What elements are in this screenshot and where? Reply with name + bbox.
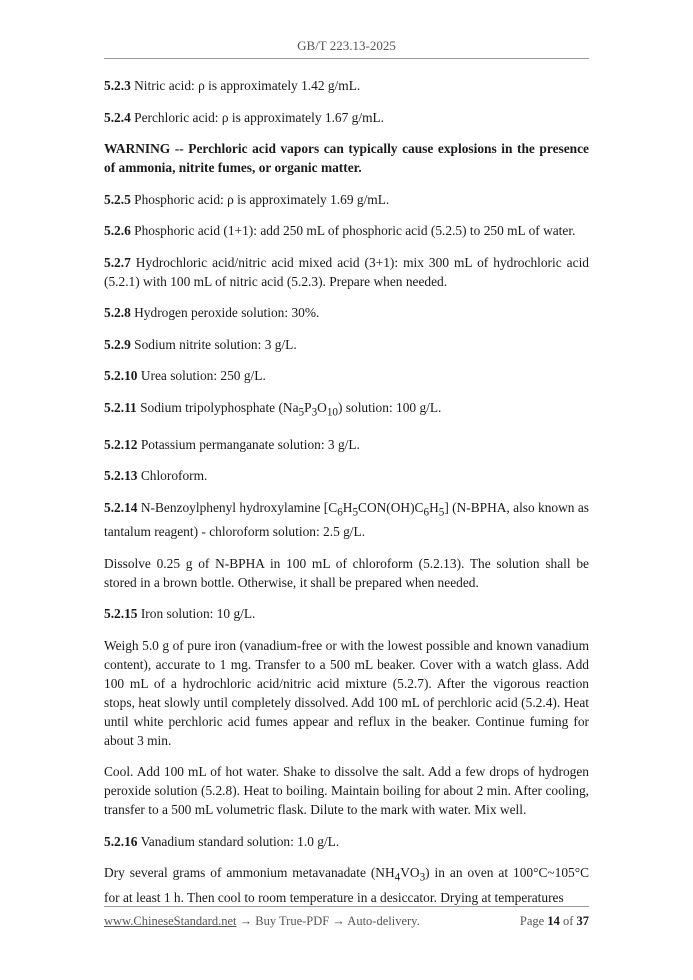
clause-number: 5.2.4 bbox=[104, 109, 131, 125]
clause-text: Sodium tripolyphosphate (Na bbox=[136, 399, 299, 415]
clause-text: Phosphoric acid: ρ is approximately 1.69 g/mL. bbox=[130, 191, 390, 207]
footer-divider bbox=[104, 906, 589, 907]
clause-text: H bbox=[429, 499, 439, 515]
paragraph-text: Dry several grams of ammonium metavanadate (NH bbox=[104, 865, 395, 881]
clause-number: 5.2.6 bbox=[104, 223, 131, 238]
clause-5-2-10 bbox=[104, 366, 589, 385]
nbpha-preparation-paragraph: Dissolve 0.25 g of N-BPHA in 100 mL of chloroform (5.2.13). The solution shall be stored in a brown bottle. Otherwise, it shall be prepared when needed. bbox=[104, 555, 589, 590]
warning-note: WARNING -- Perchloric acid vapors can typically cause explosions in the presence of ammonia, nitrite fumes, or organic matter. bbox=[104, 141, 589, 175]
clause-number: 5.2.13 bbox=[104, 468, 138, 484]
clause-text: Vanadium standard solution: 1.0 g/L. bbox=[137, 833, 340, 849]
total-pages: 37 bbox=[576, 914, 589, 928]
clause-text: Phosphoric acid (1+1): add 250 mL of phosphoric acid (5.2.5) to 250 mL of water. bbox=[130, 223, 576, 238]
subscript: 5 bbox=[438, 506, 445, 519]
clause-5-2-11 bbox=[104, 398, 589, 423]
clause-text: N-Benzoylphenyl hydroxylamine [C bbox=[137, 499, 338, 515]
paragraph-text: VO bbox=[400, 865, 420, 881]
clause-text: CON(OH)C bbox=[358, 499, 424, 515]
subscript: 3 bbox=[419, 872, 426, 885]
footer-promo bbox=[104, 914, 420, 929]
iron-preparation-paragraph-2: Cool. Add 100 mL of hot water. Shake to dissolve the salt. Add a few drops of hydrogen peroxide solution (5.2.8). Heat to boiling. Maintain boiling for about 2 min. After cooling, transfer to a 500 mL volumetric flask. Dilute to the mark with water. Mix well. bbox=[104, 764, 589, 818]
clause-text: Nitric acid: ρ is approximately 1.42 g/mL. bbox=[130, 78, 361, 93]
clause-number: 5.2.12 bbox=[104, 436, 138, 452]
current-page-number: 14 bbox=[547, 914, 560, 928]
subscript: 6 bbox=[423, 506, 430, 519]
clause-number: 5.2.7 bbox=[104, 254, 131, 270]
subscript: 5 bbox=[298, 406, 305, 419]
clause-text: Iron solution: 10 g/L. bbox=[137, 606, 256, 622]
clause-number: 5.2.9 bbox=[104, 336, 131, 352]
clause-text: ] (N-BPHA, also known as tantalum reagent) - chloroform solution: 2.5 g/L. bbox=[104, 499, 589, 540]
clause-5-2-16 bbox=[104, 832, 589, 851]
subscript: 10 bbox=[326, 406, 338, 419]
clause-number: 5.2.16 bbox=[104, 833, 138, 849]
clause-5-2-3 bbox=[104, 76, 589, 95]
subscript: 4 bbox=[394, 872, 401, 885]
document-id-header: GB/T 223.13-2025 bbox=[297, 38, 396, 53]
subscript: 6 bbox=[337, 506, 343, 519]
clause-text: Chloroform. bbox=[137, 468, 208, 484]
clause-number: 5.2.15 bbox=[104, 606, 138, 622]
clause-number: 5.2.8 bbox=[104, 305, 131, 320]
clause-text: O bbox=[317, 399, 327, 415]
page-indicator bbox=[520, 914, 589, 929]
clause-number: 5.2.11 bbox=[104, 399, 137, 415]
subscript: 3 bbox=[311, 406, 318, 419]
clause-number: 5.2.3 bbox=[104, 78, 131, 93]
clause-number: 5.2.14 bbox=[104, 499, 138, 515]
paragraph-text: ) in an oven at 100°C~105°C for at least 1 h. Then cool to room temperature in a desiccator. Drying at temperatures bbox=[104, 865, 590, 906]
footer-promo-text: → Buy True-PDF → Auto-delivery. bbox=[236, 914, 420, 928]
clause-text: Hydrogen peroxide solution: 30%. bbox=[130, 305, 320, 320]
clause-text: ) solution: 100 g/L. bbox=[337, 399, 442, 415]
clause-text: Hydrochloric acid/nitric acid mixed acid (3+1): mix 300 mL of hydrochloric acid (5.2.1) with 100 mL of nitric acid (5.2.3). Prepare when needed. bbox=[104, 254, 589, 289]
clause-5-2-7 bbox=[104, 253, 589, 291]
clause-text: H bbox=[342, 499, 353, 515]
clause-5-2-5 bbox=[104, 190, 589, 209]
page-word: Page bbox=[519, 914, 548, 928]
iron-preparation-paragraph-1: Weigh 5.0 g of pure iron (vanadium-free or with the lowest possible and known vanadium content), accurate to 1 mg. Transfer to a 500 mL beaker. Cover with a watch glass. Add 100 mL of a hydrochloric acid/nitric acid mixture (5.2.7). After the vigorous reaction stops, heat slowly until completely dissolved. Add 100 mL of perchloric acid (5.2.4). Heat until white perchloric acid fumes appear and reflux in the beaker. Continue fuming for about 3 min. bbox=[104, 637, 589, 748]
clause-text: Sodium nitrite solution: 3 g/L. bbox=[130, 336, 297, 352]
clause-5-2-14 bbox=[104, 498, 589, 542]
clause-5-2-8 bbox=[104, 303, 589, 322]
clause-5-2-6 bbox=[104, 221, 589, 240]
clause-text: Urea solution: 250 g/L. bbox=[137, 368, 266, 383]
document-body bbox=[104, 76, 589, 920]
subscript: 5 bbox=[352, 506, 359, 519]
clause-number: 5.2.5 bbox=[104, 191, 131, 207]
clause-text: Perchloric acid: ρ is approximately 1.67 g/mL. bbox=[130, 109, 385, 125]
vanadium-preparation-paragraph bbox=[104, 863, 589, 907]
clause-5-2-4 bbox=[104, 108, 589, 127]
header-divider bbox=[104, 58, 589, 59]
clause-5-2-15 bbox=[104, 604, 589, 623]
clause-text: Potassium permanganate solution: 3 g/L. bbox=[137, 436, 360, 452]
clause-text: P bbox=[304, 399, 312, 415]
clause-number: 5.2.10 bbox=[104, 368, 138, 383]
clause-5-2-9 bbox=[104, 335, 589, 354]
clause-5-2-13 bbox=[104, 466, 589, 485]
website-link[interactable]: www.ChineseStandard.net bbox=[104, 914, 237, 928]
clause-5-2-12 bbox=[104, 435, 589, 454]
of-word: of bbox=[559, 914, 577, 928]
